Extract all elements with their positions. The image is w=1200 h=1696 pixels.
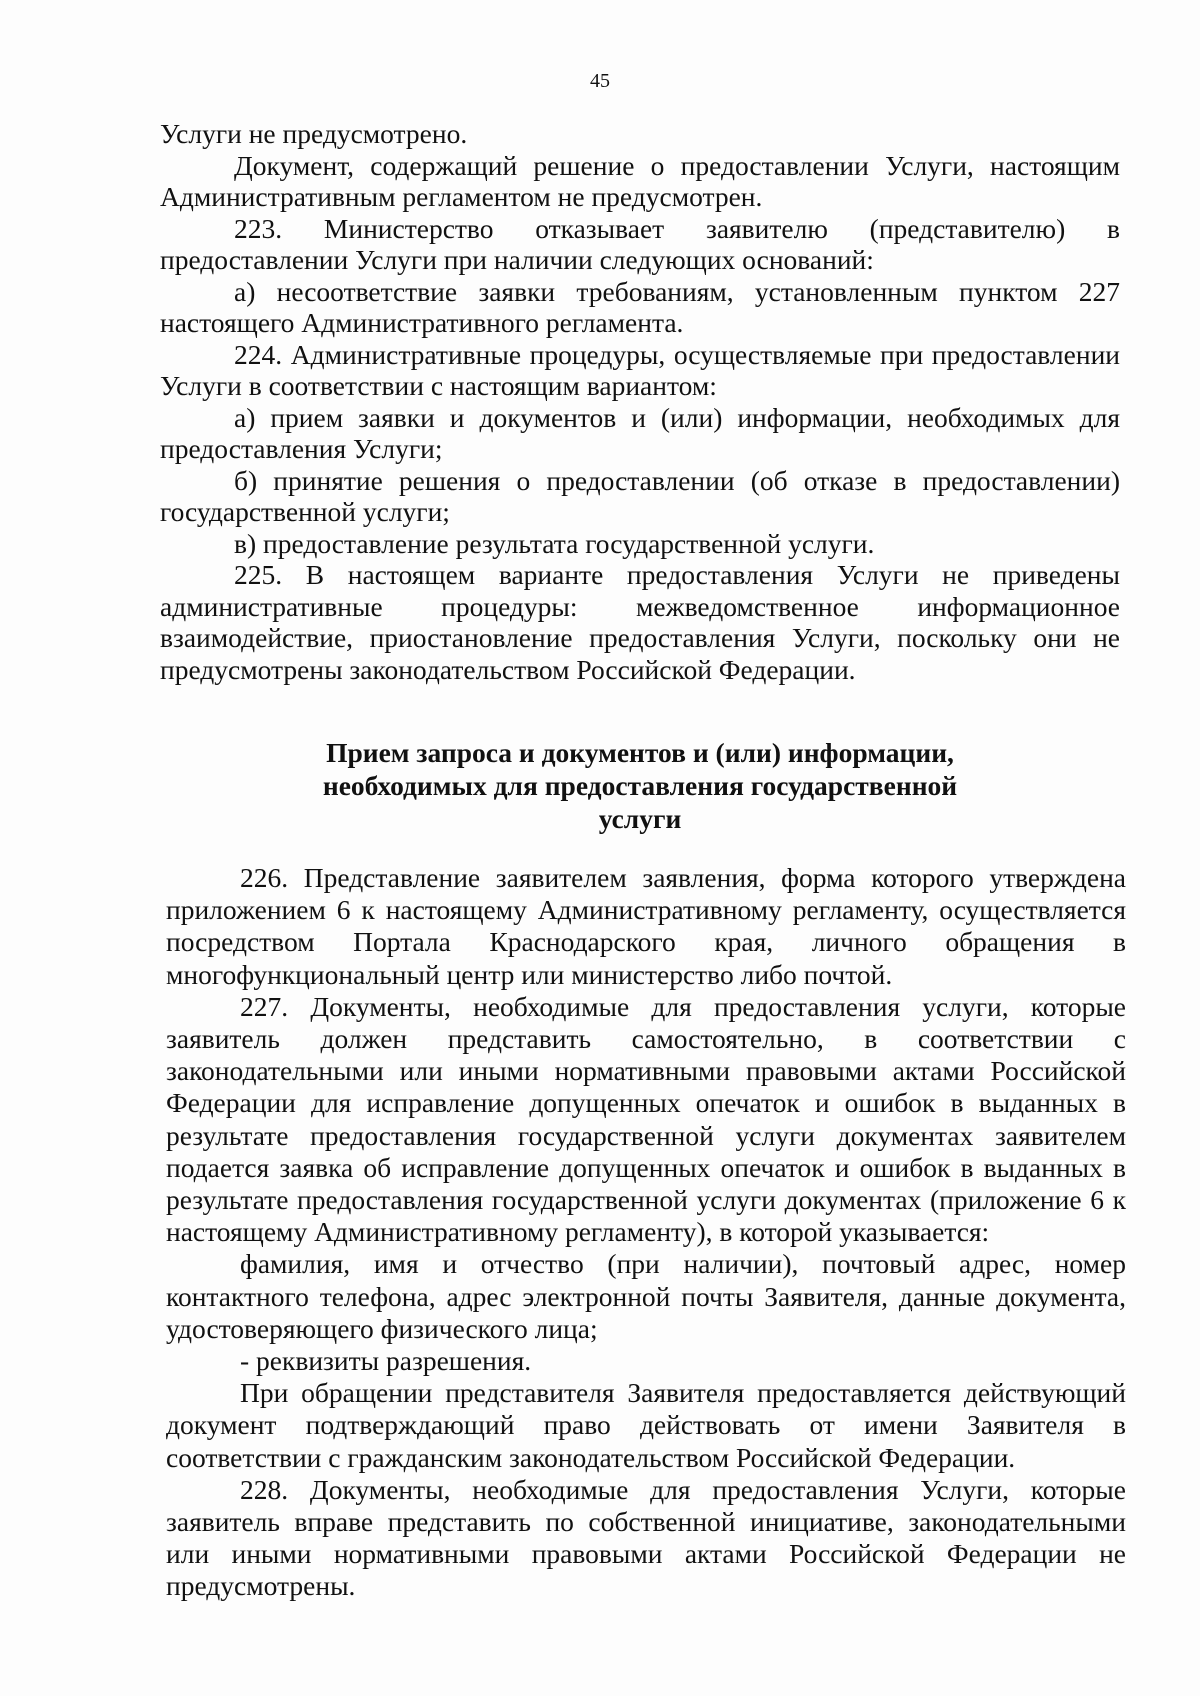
paragraph: При обращении представителя Заявителя предоставляется действующий документ подтверждающий право действовать от имени Заявителя в соответствии с гражданским законодательством Российской Федерации. (166, 1377, 1126, 1473)
lower-text-block (166, 862, 1126, 1603)
paragraph: 224. Административные процедуры, осуществляемые при предоставлении Услуги в соответствии с настоящим вариантом: (160, 338, 1120, 401)
paragraph: 226. Представление заявителем заявления, форма которого утверждена приложением 6 к настоящему Административному регламенту, осуществляется посредством Портала Краснодарского края, личного обращения в многофункциональный центр или министерство либо почтой. (166, 862, 1126, 990)
paragraph: 227. Документы, необходимые для предоставления услуги, которые заявитель должен представить самостоятельно, в соответствии с законодательными или иными нормативными правовыми актами Российской Федерации для исправление допущенных опечаток и ошибок в выданных в результате предоставления государственной услуги документах заявителем подается заявка об исправление допущенных опечаток и ошибок в выданных в результате предоставления государственной услуги документах (приложение 6 к настоящему Административному регламенту), в которой указывается: (166, 990, 1126, 1248)
paragraph: - реквизиты разрешения. (240, 1345, 532, 1377)
section-heading-line: услуги (598, 803, 682, 834)
upper-text-block (160, 118, 1120, 685)
paragraph: 225. В настоящем варианте предоставления Услуги не приведены административные процедуры: межведомственное информационное взаимодействие, приостановление предоставления Услуги, поскольку они не предусмотрены законодательством Российской Федерации. (160, 559, 1120, 685)
paragraph: 228. Документы, необходимые для предоставления Услуги, которые заявитель вправе представить по собственной инициативе, законодательными или иными нормативными правовыми актами Российской Федерации не предусмотрены. (166, 1473, 1126, 1602)
paragraph: а) несоответствие заявки требованиям, установленным пунктом 227 настоящего Административного регламента. (160, 275, 1120, 338)
paragraph: Документ, содержащий решение о предоставлении Услуги, настоящим Административным регламентом не предусмотрен. (160, 149, 1120, 212)
paragraph: 223. Министерство отказывает заявителю (представителю) в предоставлении Услуги при наличии следующих оснований: (160, 212, 1120, 275)
section-heading-line: Прием запроса и документов и (или) информации, (326, 737, 954, 768)
page-number: 45 (590, 70, 610, 92)
paragraph: Услуги не предусмотрено. (160, 118, 468, 149)
section-heading-line: необходимых для предоставления государственной (322, 770, 958, 801)
paragraph: б) принятие решения о предоставлении (об отказе в предоставлении) государственной услуги; (160, 464, 1120, 527)
paragraph: а) прием заявки и документов и (или) информации, необходимых для предоставления Услуги; (160, 401, 1120, 464)
paragraph: фамилия, имя и отчество (при наличии), почтовый адрес, номер контактного телефона, адрес электронной почты Заявителя, данные документа, удостоверяющего физического лица; (166, 1248, 1126, 1344)
section-heading (160, 736, 1120, 835)
paragraph: в) предоставление результата государственной услуги. (234, 527, 875, 559)
